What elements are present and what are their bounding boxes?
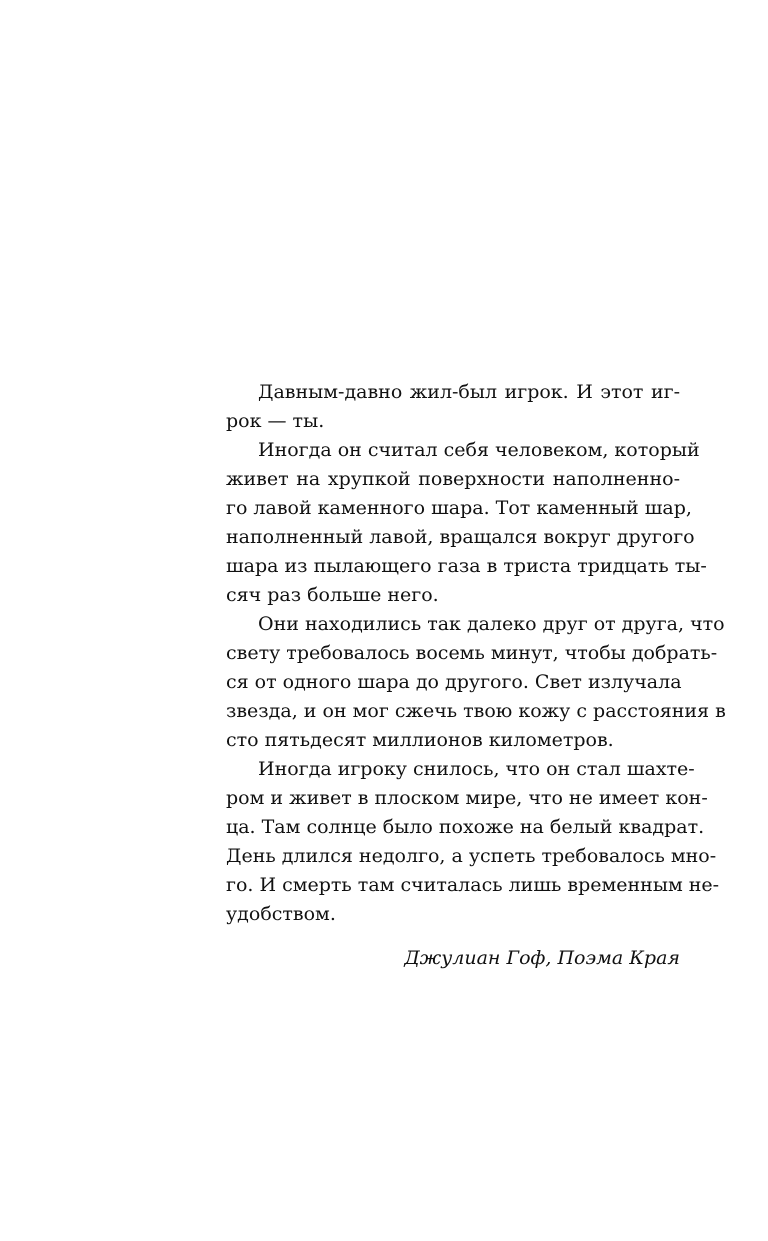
text-line: Иногда он считал себя человеком, который [258, 439, 700, 461]
text-line: рок — ты. [226, 410, 325, 432]
text-line: сто пятьдесят миллионов километров. [226, 729, 614, 751]
text-line: Иногда игроку снилось, что он стал шахте- [258, 758, 695, 780]
text-line: ца. Там солнце было похоже на белый квадрат. [226, 816, 705, 838]
text-line: ся от одного шара до другого. Свет излучала [226, 671, 682, 693]
text-line: го. И смерть там считалась лишь временным не- [226, 874, 720, 896]
poem-text [226, 378, 726, 929]
text-line: Они находились так далеко друг от друга, что [258, 613, 725, 635]
text-line: живет на хрупкой поверхности наполненно- [226, 468, 680, 490]
text-line: го лавой каменного шара. Тот каменный шар, [226, 497, 692, 519]
text-line: сяч раз больше него. [226, 584, 439, 606]
text-line: звезда, и он мог сжечь твою кожу с расстояния в [226, 700, 726, 722]
text-line: удобством. [226, 903, 336, 925]
text-line: ром и живет в плоском мире, что не имеет кон- [226, 787, 708, 809]
text-line: наполненный лавой, вращался вокруг другого [226, 526, 695, 548]
text-line: свету требовалось восемь минут, чтобы добрать- [226, 642, 718, 664]
text-line: Давным-давно жил-был игрок. И этот иг- [258, 381, 680, 403]
attribution: Джулиан Гоф, Поэма Края [404, 947, 680, 969]
text-line: шара из пылающего газа в триста тридцать ты- [226, 555, 707, 577]
text-line: День длился недолго, а успеть требовалось мно- [226, 845, 717, 867]
